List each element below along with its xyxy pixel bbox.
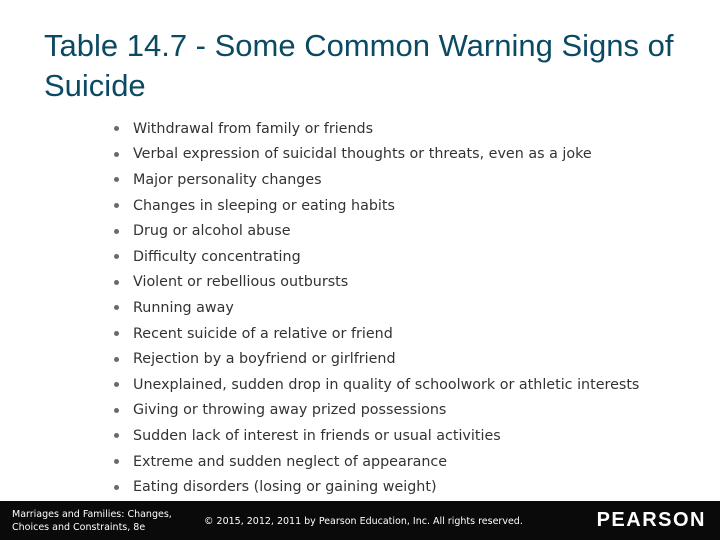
list-item-text: Eating disorders (losing or gaining weight) — [133, 479, 437, 496]
warning-signs-list — [108, 116, 639, 500]
list-item-text: Recent suicide of a relative or friend — [133, 325, 393, 342]
book-title-line-1: Marriages and Families: Changes, — [12, 509, 172, 520]
bullet-icon — [114, 305, 119, 310]
bullet-icon — [114, 280, 119, 285]
list-item — [108, 423, 639, 449]
list-item — [108, 372, 639, 398]
list-item-text: Rejection by a boyfriend or girlfriend — [133, 351, 396, 368]
pearson-logo: PEARSON — [596, 509, 706, 531]
list-item — [108, 167, 639, 193]
bullet-icon — [114, 152, 119, 157]
list-item-text: Giving or throwing away prized possessions — [133, 402, 447, 419]
list-item-text: Violent or rebellious outbursts — [133, 274, 349, 291]
footer-bar — [0, 501, 720, 540]
list-item — [108, 218, 639, 244]
list-item — [108, 474, 639, 500]
list-item — [108, 449, 639, 475]
list-item — [108, 321, 639, 347]
bullet-icon — [114, 331, 119, 336]
list-item-text: Running away — [133, 299, 234, 316]
list-item — [108, 193, 639, 219]
list-item — [108, 270, 639, 296]
bullet-icon — [114, 408, 119, 413]
bullet-icon — [114, 229, 119, 234]
list-item-text: Verbal expression of suicidal thoughts or threats, even as a joke — [133, 146, 592, 163]
bullet-icon — [114, 357, 119, 362]
list-item-text: Withdrawal from family or friends — [133, 120, 374, 137]
list-item — [108, 116, 639, 142]
bullet-icon — [114, 203, 119, 208]
bullet-icon — [114, 382, 119, 387]
bullet-icon — [114, 485, 119, 490]
list-item — [108, 346, 639, 372]
list-item-text: Sudden lack of interest in friends or usual activities — [133, 427, 501, 444]
slide-title: Table 14.7 - Some Common Warning Signs of Suicide — [44, 28, 674, 103]
copyright-notice: © 2015, 2012, 2011 by Pearson Education, Inc. All rights reserved. — [204, 516, 523, 527]
bullet-icon — [114, 126, 119, 131]
bullet-icon — [114, 254, 119, 259]
bullet-icon — [114, 177, 119, 182]
book-citation — [12, 509, 202, 534]
list-item — [108, 142, 639, 168]
list-item-text: Extreme and sudden neglect of appearance — [133, 453, 448, 470]
list-item-text: Difficulty concentrating — [133, 248, 301, 265]
book-title-line-2: Choices and Constraints, 8e — [12, 521, 146, 533]
list-item — [108, 398, 639, 424]
bullet-icon — [114, 433, 119, 438]
bullet-icon — [114, 459, 119, 464]
list-item — [108, 244, 639, 270]
list-item-text: Changes in sleeping or eating habits — [133, 197, 395, 214]
list-item — [108, 295, 639, 321]
list-item-text: Drug or alcohol abuse — [133, 223, 291, 240]
list-item-text: Unexplained, sudden drop in quality of schoolwork or athletic interests — [133, 376, 640, 393]
list-item-text: Major personality changes — [133, 171, 322, 188]
